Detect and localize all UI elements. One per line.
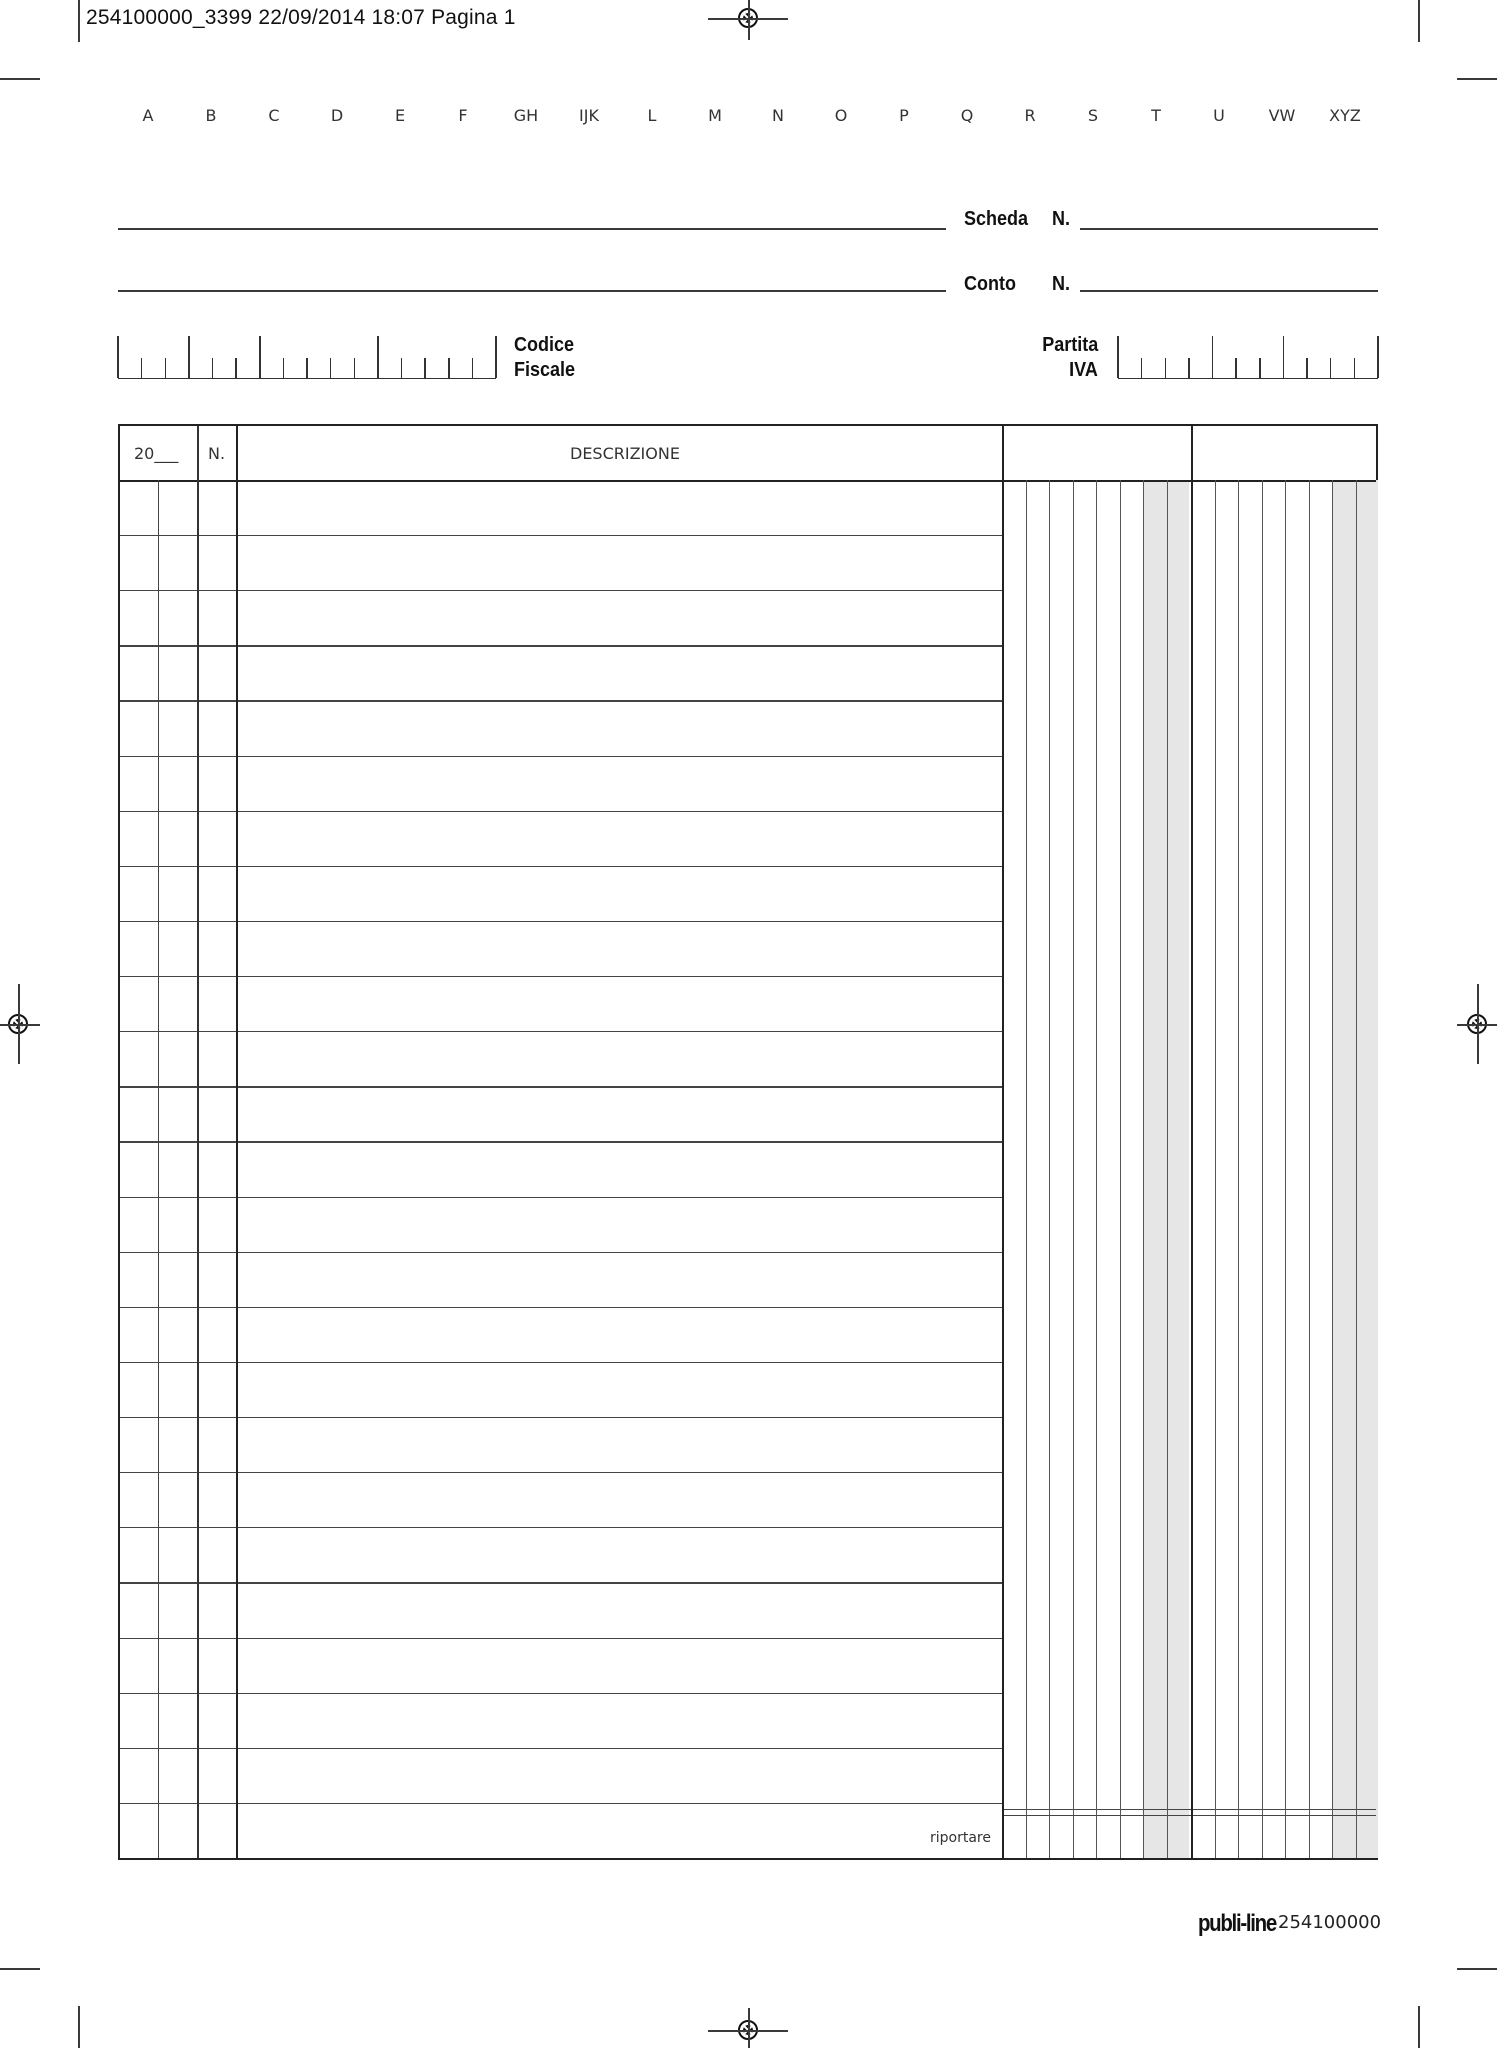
index-letter: F (458, 106, 468, 125)
alphabet-index (112, 106, 1372, 130)
row-line (120, 1307, 1002, 1308)
carry-forward-label: riportare (930, 1830, 991, 1846)
comb-tick (1141, 358, 1143, 378)
col-line (236, 426, 238, 1858)
comb-tick (401, 358, 403, 378)
year-split-line (158, 480, 159, 1858)
codice-label: Codice (514, 334, 575, 356)
row-line (120, 535, 1002, 536)
index-letter: D (330, 106, 344, 125)
amount-subcolumn-line (1167, 480, 1168, 1858)
crop-mark (1418, 0, 1420, 42)
scheda-label: Scheda (964, 208, 1029, 230)
index-letter: XYZ (1329, 106, 1361, 125)
crop-mark (0, 78, 40, 80)
registration-line (1477, 984, 1479, 1064)
comb-tick (1306, 358, 1308, 378)
row-line (120, 1031, 1002, 1032)
amount-subcolumn-line (1332, 480, 1333, 1858)
col-number-header: N. (208, 444, 226, 463)
row-line (120, 645, 1002, 646)
name-line-2 (118, 290, 946, 292)
brand-logo: publi-line (1198, 1910, 1276, 1937)
index-letter: A (142, 106, 154, 125)
row-line (120, 1141, 1002, 1142)
index-letter: P (899, 106, 909, 125)
fiscale-label: Fiscale (514, 359, 576, 381)
row-line (120, 1197, 1002, 1198)
row-line (120, 1252, 1002, 1253)
row-line (120, 700, 1002, 701)
row-line (120, 1748, 1002, 1749)
amount-subcolumn-line (1215, 480, 1216, 1858)
col-year-header: 20___ (134, 444, 179, 463)
comb-tick (1377, 336, 1379, 378)
row-line (120, 590, 1002, 591)
amount-subcolumn-line (1073, 480, 1074, 1858)
index-letter: VW (1268, 106, 1296, 125)
amount-subcolumn-line (1238, 480, 1239, 1858)
partita-label: Partita (1041, 334, 1098, 356)
comb-tick (306, 358, 308, 378)
crop-mark (78, 2006, 80, 2048)
index-letter: M (708, 106, 722, 125)
comb-tick (212, 358, 214, 378)
conto-n-label: N. (1052, 273, 1070, 295)
index-letter: R (1024, 106, 1036, 125)
amount-subcolumn-line (1026, 480, 1027, 1858)
registration-line (0, 1024, 40, 1026)
comb-tick (165, 358, 167, 378)
amount-subcolumn-line (1049, 480, 1050, 1858)
comb-tick (1117, 336, 1119, 378)
crop-mark (78, 0, 80, 42)
comb-tick (424, 358, 426, 378)
comb-tick (495, 336, 497, 378)
print-header: 254100000_3399 22/09/2014 18:07 Pagina 1 (86, 6, 516, 29)
comb-tick (377, 336, 379, 378)
row-line (120, 1803, 1002, 1804)
name-line-1 (118, 228, 946, 230)
amount-subcolumn-line (1356, 480, 1357, 1858)
comb-tick (472, 358, 474, 378)
comb-tick (1165, 358, 1167, 378)
comb-tick (141, 358, 143, 378)
comb-tick (1235, 358, 1237, 378)
comb-tick (1188, 358, 1190, 378)
header-divider (120, 480, 1376, 482)
iva-label: IVA (1069, 359, 1098, 381)
total-line (1002, 1809, 1376, 1810)
row-line (120, 976, 1002, 977)
ledger-table (118, 424, 1378, 1860)
crop-mark (1418, 2006, 1420, 2048)
crop-mark (0, 1968, 40, 1970)
index-letter: U (1213, 106, 1225, 125)
row-line (120, 1693, 1002, 1694)
index-letter: L (647, 106, 657, 125)
scheda-number-line (1080, 228, 1378, 230)
amount-subcolumn-line (1309, 480, 1310, 1858)
index-letter: Q (960, 106, 974, 125)
index-letter: N (772, 106, 784, 125)
comb-tick (235, 358, 237, 378)
row-line (120, 1472, 1002, 1473)
col-line (1191, 426, 1193, 1858)
index-letter: B (205, 106, 217, 125)
comb-tick (1330, 358, 1332, 378)
comb-tick (1212, 336, 1214, 378)
amount-subcolumn-line (1285, 480, 1286, 1858)
registration-line (18, 984, 20, 1064)
conto-number-line (1080, 290, 1378, 292)
product-code: 254100000 (1278, 1912, 1382, 1933)
index-letter: S (1087, 106, 1099, 125)
registration-line (748, 0, 750, 40)
col-line (197, 426, 199, 1858)
row-line (120, 1638, 1002, 1639)
codice-fiscale-boxes (118, 336, 496, 379)
row-line (120, 1417, 1002, 1418)
conto-label: Conto (964, 273, 1016, 295)
amount-subcolumn-line (1262, 480, 1263, 1858)
index-letter: E (394, 106, 406, 125)
comb-tick (283, 358, 285, 378)
col-line (1002, 426, 1004, 1858)
row-line (120, 1582, 1002, 1583)
row-line (120, 1362, 1002, 1363)
row-line (120, 756, 1002, 757)
comb-tick (354, 358, 356, 378)
index-letter: O (834, 106, 848, 125)
row-line (120, 866, 1002, 867)
comb-tick (117, 336, 119, 378)
comb-tick (330, 358, 332, 378)
comb-tick (1283, 336, 1285, 378)
col-description-header: DESCRIZIONE (570, 444, 680, 463)
scheda-n-label: N. (1052, 208, 1070, 230)
row-line (120, 811, 1002, 812)
crop-mark (1457, 78, 1497, 80)
index-letter: IJK (579, 106, 599, 125)
row-line (120, 1527, 1002, 1528)
amount-subcolumn-line (1120, 480, 1121, 1858)
crop-mark (1457, 1968, 1497, 1970)
row-line (120, 1086, 1002, 1087)
total-line (1002, 1815, 1376, 1816)
registration-line (748, 2008, 750, 2048)
row-line (120, 921, 1002, 922)
comb-tick (1354, 358, 1356, 378)
amount-subcolumn-line (1096, 480, 1097, 1858)
index-letter: T (1151, 106, 1161, 125)
comb-tick (188, 336, 190, 378)
amount-subcolumn-line (1143, 480, 1144, 1858)
comb-tick (448, 358, 450, 378)
index-letter: GH (513, 106, 539, 125)
comb-tick (1259, 358, 1261, 378)
partita-iva-boxes (1118, 336, 1378, 379)
comb-tick (259, 336, 261, 378)
index-letter: C (268, 106, 280, 125)
